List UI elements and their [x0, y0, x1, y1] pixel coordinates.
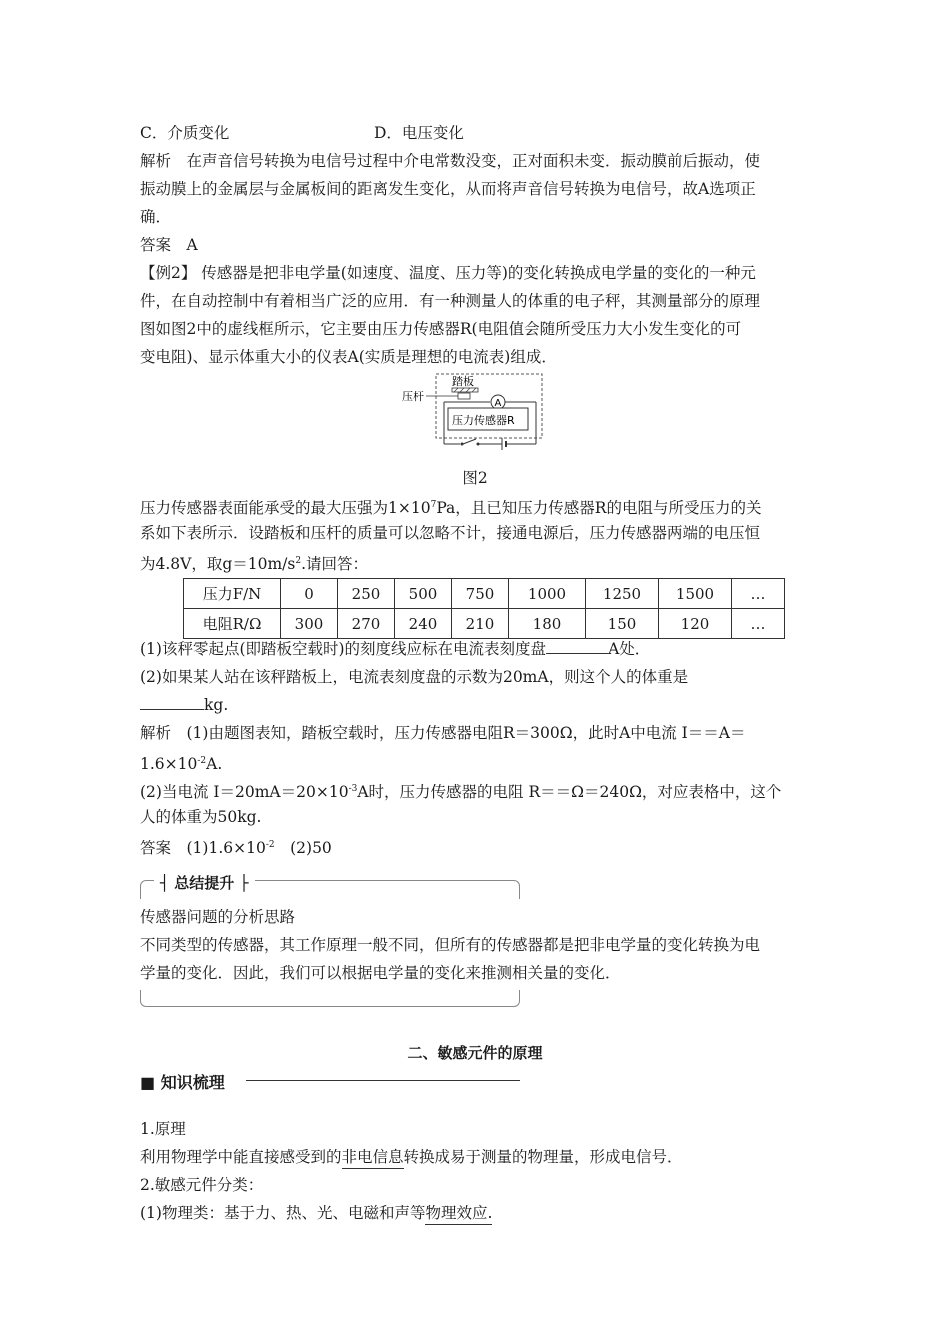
table-cell: 300 — [281, 609, 338, 639]
solution-line: 人的体重为50kg. — [140, 808, 262, 826]
table-cell: 500 — [395, 579, 452, 609]
table-row — [184, 609, 785, 639]
option-c: C．介质变化 — [140, 124, 230, 142]
summary-title: ┤ 总结提升 ├ — [154, 872, 255, 893]
analysis-line: 确． — [140, 208, 172, 226]
summary-box-bottom — [140, 990, 520, 1007]
solution-line: (2)当电流 $I=20mA=20\times 10^{-3}A$时，压力传感器的电阻 R＝＝Ω＝240Ω，对应表格中，这个 — [140, 783, 782, 802]
table-cell: 210 — [452, 609, 509, 639]
example-text: 变电阻)、显示体重大小的仪表A(实质是理想的电流表)组成． — [140, 348, 557, 366]
divider — [246, 1080, 520, 1081]
table-cell: 1000 — [509, 579, 586, 609]
table-cell: 270 — [338, 609, 395, 639]
table-row — [184, 579, 785, 609]
item-heading: 2.敏感元件分类： — [140, 1176, 264, 1194]
answer-blank — [140, 695, 204, 710]
problem-line: 压力传感器表面能承受的最大压强为$1\times 10^7Pa$，且已知压力传感器R的电阻与所受压力的关 — [140, 499, 762, 518]
knowledge-heading: ■ 知识梳理 — [140, 1073, 225, 1092]
item-heading: 1.原理 — [140, 1120, 186, 1138]
item-text: (1)物理类：基于力、热、光、电磁和声等物理效应. — [140, 1202, 492, 1225]
table-cell: 240 — [395, 609, 452, 639]
figure-caption: 图2 — [462, 469, 488, 487]
table-cell: 1250 — [586, 579, 659, 609]
rod-block — [458, 393, 470, 399]
problem-line: 为4.8V，取$g=10m/s^2$.请回答： — [140, 555, 369, 574]
problem-line: 系如下表所示．设踏板和压杆的质量可以忽略不计，接通电源后，压力传感器两端的电压恒 — [140, 524, 761, 542]
circuit-figure — [400, 368, 550, 464]
example-text: 件，在自动控制中有着相当广泛的应用．有一种测量人的体重的电子秤，其测量部分的原理 — [140, 292, 761, 310]
table-cell: 压力F/N — [184, 579, 281, 609]
example-text: 图如图2中的虚线框所示，它主要由压力传感器R(电阻值会随所受压力大小发生变化的可 — [140, 320, 742, 338]
table-cell: 120 — [659, 609, 732, 639]
table-cell: … — [732, 579, 785, 609]
table-cell: … — [732, 609, 785, 639]
table-cell: 0 — [281, 579, 338, 609]
switch-lever — [463, 439, 476, 444]
answer-blank — [546, 639, 608, 654]
question-2: (2)如果某人站在该秤踏板上，电流表刻度盘的示数为20mA，则这个人的体重是 — [140, 668, 689, 686]
summary-text: 学量的变化．因此，我们可以根据电学量的变化来推测相关量的变化． — [140, 964, 621, 982]
label-ammeter: A — [494, 398, 502, 409]
example-text: 【例2】 传感器是把非电学量(如速度、温度、压力等)的变化转换成电学量的变化的一种元 — [140, 264, 756, 282]
label-rod: 压杆 — [402, 390, 424, 403]
table-cell: 180 — [509, 609, 586, 639]
summary-text: 不同类型的传感器，其工作原理一般不同，但所有的传感器都是把非电学量的变化转换为电 — [140, 936, 761, 954]
label-sensor: 压力传感器R — [452, 414, 515, 427]
solution-line: 解析 (1)由题图表知，踏板空载时，压力传感器电阻R＝300Ω，此时A中电流 I＝＝A＝ — [140, 724, 746, 742]
solution-line: $1.6\times 10^{-2}A$. — [140, 755, 223, 774]
summary-heading: 传感器问题的分析思路 — [140, 908, 296, 926]
table-cell: 150 — [586, 609, 659, 639]
label-board: 踏板 — [452, 375, 474, 388]
table-cell: 1500 — [659, 579, 732, 609]
analysis-line: 解析 在声音信号转换为电信号过程中介电常数没变，正对面积未变．振动膜前后振动，使 — [140, 152, 761, 170]
table-cell: 250 — [338, 579, 395, 609]
analysis-line: 振动膜上的金属层与金属板间的距离发生变化，从而将声音信号转换为电信号，故A选项正 — [140, 180, 756, 198]
pressure-resistance-table — [183, 578, 785, 639]
question-1: (1)该秤零起点(即踏板空载时)的刻度线应标在电流表刻度盘 A处． — [140, 640, 651, 658]
answer-line: 答案 $(1)1.6\times 10^{-2}$ (2)50 — [140, 839, 332, 858]
item-text: 利用物理学中能直接感受到的非电信息转换成易于测量的物理量，形成电信号． — [140, 1146, 683, 1169]
option-d: D．电压变化 — [374, 124, 464, 142]
table-cell: 电阻R/Ω — [184, 609, 281, 639]
table-cell: 750 — [452, 579, 509, 609]
section-title: 二、敏感元件的原理 — [407, 1044, 543, 1062]
question-2-cont: kg. — [140, 694, 228, 716]
answer-line: 答案 A — [140, 236, 198, 254]
